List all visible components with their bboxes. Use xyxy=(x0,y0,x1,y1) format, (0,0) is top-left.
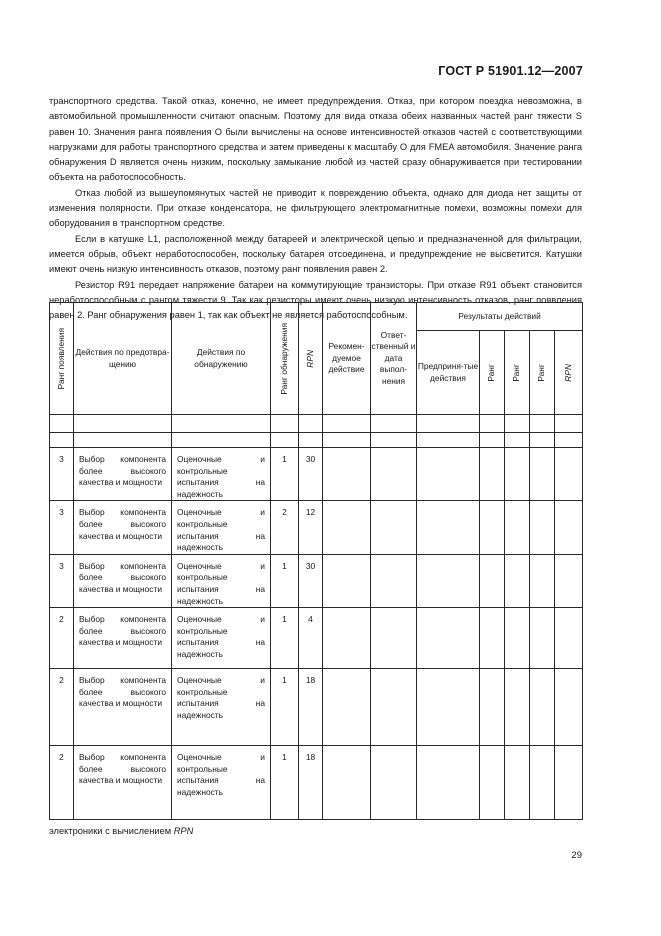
header-rank-3: Ранг xyxy=(530,331,555,415)
header-recommended-action: Рекомен-дуемое действие xyxy=(323,303,371,415)
table-spacer-row xyxy=(50,433,583,448)
table-row: 2 Выбор компонента более высокого качества и мощности Оценочные и контрольные испытания на надежность 1 18 xyxy=(50,746,583,820)
header-detection-actions: Действия по обнаружению xyxy=(172,303,271,415)
table-row: 3 Выбор компонента более высокого качества и мощности Оценочные и контрольные испытания на надежность 2 12 xyxy=(50,501,583,554)
table-row: 3 Выбор компонента более высокого качества и мощности Оценочные и контрольные испытания на надежность 1 30 xyxy=(50,448,583,501)
paragraph: Если в катушке L1, расположенной между батареей и электрической цепью и предназначенной для фильтрации, имеется обрыв, объект неработоспособен, поскольку батарея отсоединена, и предупреждение не высветится. Катушки имеют очень низкую интенсивность отказов, поэтому ранг появления равен 2. xyxy=(49,233,582,275)
header-rpn-2: RPN xyxy=(555,331,583,415)
header-rank-1: Ранг xyxy=(480,331,505,415)
header-actions-taken: Предприня-тые действия xyxy=(417,331,480,415)
header-rpn: RPN xyxy=(299,303,323,415)
header-results-group: Результаты действий xyxy=(417,303,583,331)
body-text xyxy=(49,94,582,323)
header-rank-2: Ранг xyxy=(505,331,530,415)
table-spacer-row xyxy=(50,415,583,433)
page-number: 29 xyxy=(571,850,582,861)
paragraph: Резистор R91 передает напряжение батареи на коммутирующие транзисторы. При отказе R91 объект становится неработоспособным с рангом тяжести 9. Так как резисторы имеют очень низкую интенсивность отказов, ранг появления равен 2. Ранг обнаружения равен 1, так как объект не является работоспособным. xyxy=(49,279,582,321)
document-id: ГОСТ Р 51901.12—2007 xyxy=(438,64,583,78)
header-detection-rank: Ранг обнаружения xyxy=(271,303,299,415)
header-responsible-date: Ответ-ственный и дата выпол-нения xyxy=(371,303,417,415)
fmea-table xyxy=(49,302,583,820)
paragraph: транспортного средства. Такой отказ, конечно, не имеет предупреждения. Отказ, при котором поездка невозможна, в автомобильной промышленности считают опасным. Поэтому для вида отказа обеих названных частей ранг тяжести S равен 10. Значения ранга появления O были вычислены на основе интенсивностей отказов частей с соответствующими нагрузками для работы транспортного средства и затем приведены к масштабу O для FMEA автомобиля. Значение ранга обнаружения D является очень низким, поскольку замыкание любой из частей сразу обнаруживается при тестировании объекта на работоспособность. xyxy=(49,96,582,183)
paragraph: Отказ любой из вышеупомянутых частей не приводит к повреждению объекта, однако для диода нет защиты от изменения полярности. При отказе конденсатора, не фильтрующего электромагнитные помехи, возможны помехи для оборудования в транспортном средстве. xyxy=(49,187,582,229)
table-row: 2 Выбор компонента более высокого качества и мощности Оценочные и контрольные испытания на надежность 1 4 xyxy=(50,608,583,669)
footer-note: электроники с вычислением RPN xyxy=(49,826,194,836)
table-row: 3 Выбор компонента более высокого качества и мощности Оценочные и контрольные испытания на надежность 1 30 xyxy=(50,554,583,607)
header-occurrence-rank: Ранг появления xyxy=(50,303,74,415)
header-prevention-actions: Действия по предотвра-щению xyxy=(74,303,172,415)
table-row: 2 Выбор компонента более высокого качества и мощности Оценочные и контрольные испытания на надежность 1 18 xyxy=(50,669,583,746)
